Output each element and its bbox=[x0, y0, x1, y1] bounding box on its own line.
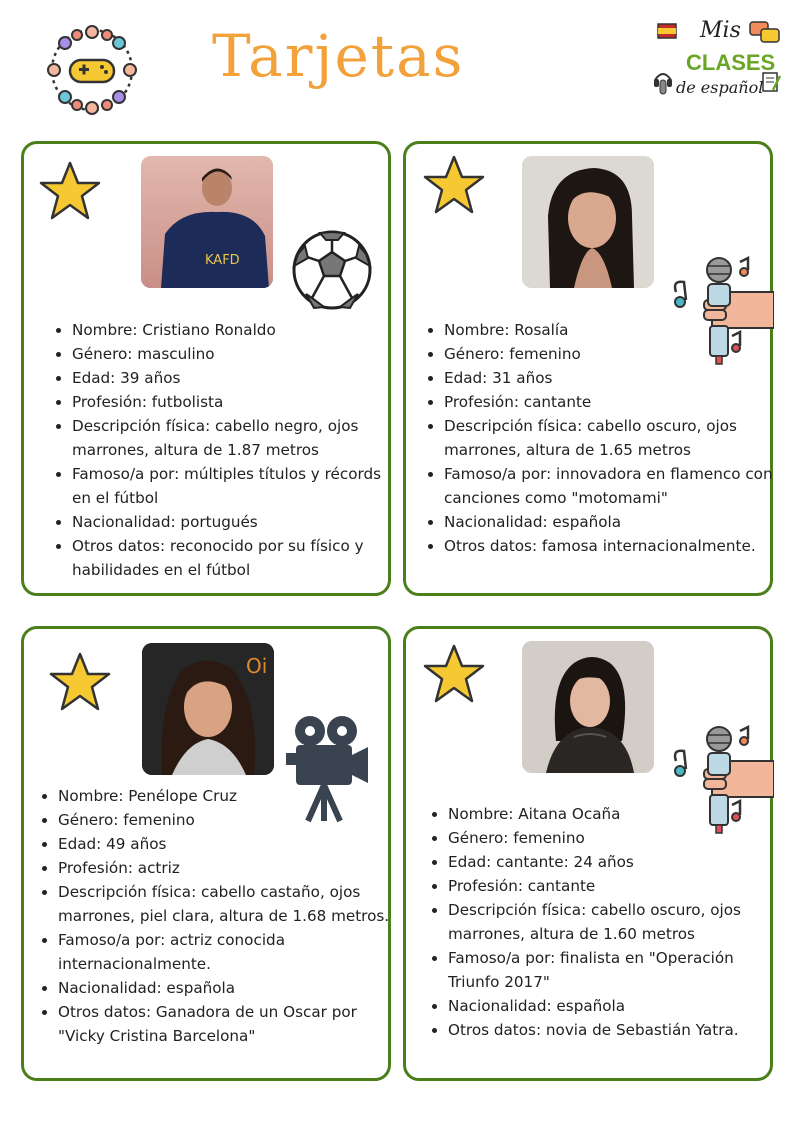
list-item: Profesión: cantante bbox=[448, 874, 783, 898]
list-item: Nombre: Cristiano Ronaldo bbox=[72, 318, 392, 342]
star-icon bbox=[38, 160, 102, 222]
list-item: Famoso/a por: actriz conocida internacionalmente. bbox=[58, 928, 393, 976]
list-item: Género: masculino bbox=[72, 342, 392, 366]
list-item: Nacionalidad: española bbox=[448, 994, 783, 1018]
brand-logo bbox=[652, 14, 788, 114]
svg-text:KAFD: KAFD bbox=[205, 253, 240, 268]
list-item: Nacionalidad: española bbox=[58, 976, 393, 1000]
list-item: Descripción física: cabello castaño, ojos marrones, piel clara, altura de 1.68 metros. bbox=[58, 880, 393, 928]
brand-line3: de español bbox=[676, 78, 764, 97]
list-item: Nombre: Penélope Cruz bbox=[58, 784, 393, 808]
list-item: Nacionalidad: española bbox=[444, 510, 789, 534]
page-title: Tarjetas bbox=[212, 22, 465, 90]
list-item: Otros datos: famosa internacionalmente. bbox=[444, 534, 789, 558]
list-item: Descripción física: cabello negro, ojos marrones, altura de 1.87 metros bbox=[72, 414, 392, 462]
spain-flag-icon bbox=[656, 22, 678, 42]
list-item: Otros datos: reconocido por su físico y habilidades en el fútbol bbox=[72, 534, 392, 582]
list-item: Profesión: futbolista bbox=[72, 390, 392, 414]
list-item: Otros datos: novia de Sebastián Yatra. bbox=[448, 1018, 783, 1042]
list-item: Famoso/a por: finalista en "Operación Triunfo 2017" bbox=[448, 946, 783, 994]
list-item: Género: femenino bbox=[444, 342, 789, 366]
list-item: Género: femenino bbox=[448, 826, 783, 850]
star-icon bbox=[422, 643, 486, 705]
card-rosalia bbox=[403, 141, 773, 596]
list-item: Género: femenino bbox=[58, 808, 393, 832]
brand-line1: Mis bbox=[700, 18, 741, 43]
speech-bubbles-icon bbox=[748, 20, 782, 46]
brand-line2: CLASES bbox=[686, 50, 776, 75]
list-item: Descripción física: cabello oscuro, ojos marrones, altura de 1.65 metros bbox=[444, 414, 789, 462]
portrait-photo bbox=[142, 643, 274, 775]
list-item: Edad: cantante: 24 años bbox=[448, 850, 783, 874]
svg-text:Oi: Oi bbox=[246, 654, 268, 678]
list-item: Descripción física: cabello oscuro, ojos marrones, altura de 1.60 metros bbox=[448, 898, 783, 946]
info-list bbox=[28, 784, 393, 1048]
game-controller-logo-icon bbox=[46, 24, 138, 116]
info-list bbox=[42, 318, 392, 582]
list-item: Edad: 49 años bbox=[58, 832, 393, 856]
info-list bbox=[418, 802, 783, 1042]
list-item: Edad: 31 años bbox=[444, 366, 789, 390]
list-item: Profesión: cantante bbox=[444, 390, 789, 414]
portrait-photo bbox=[522, 156, 654, 288]
star-icon bbox=[422, 154, 486, 216]
card-penelope-cruz bbox=[21, 626, 391, 1081]
portrait-photo bbox=[141, 156, 273, 288]
list-item: Nombre: Aitana Ocaña bbox=[448, 802, 783, 826]
list-item: Edad: 39 años bbox=[72, 366, 392, 390]
portrait-photo bbox=[522, 641, 654, 773]
headphones-icon bbox=[652, 66, 674, 100]
list-item: Famoso/a por: múltiples títulos y récords en el fútbol bbox=[72, 462, 392, 510]
list-item: Otros datos: Ganadora de un Oscar por "Vicky Cristina Barcelona" bbox=[58, 1000, 393, 1048]
info-list bbox=[414, 318, 789, 558]
card-aitana-ocana bbox=[403, 626, 773, 1081]
soccer-ball-icon bbox=[290, 228, 374, 312]
list-item: Famoso/a por: innovadora en flamenco con canciones como "motomami" bbox=[444, 462, 789, 510]
list-item: Profesión: actriz bbox=[58, 856, 393, 880]
star-icon bbox=[48, 651, 112, 713]
list-item: Nombre: Rosalía bbox=[444, 318, 789, 342]
card-cristiano-ronaldo bbox=[21, 141, 391, 596]
list-item: Nacionalidad: portugués bbox=[72, 510, 392, 534]
